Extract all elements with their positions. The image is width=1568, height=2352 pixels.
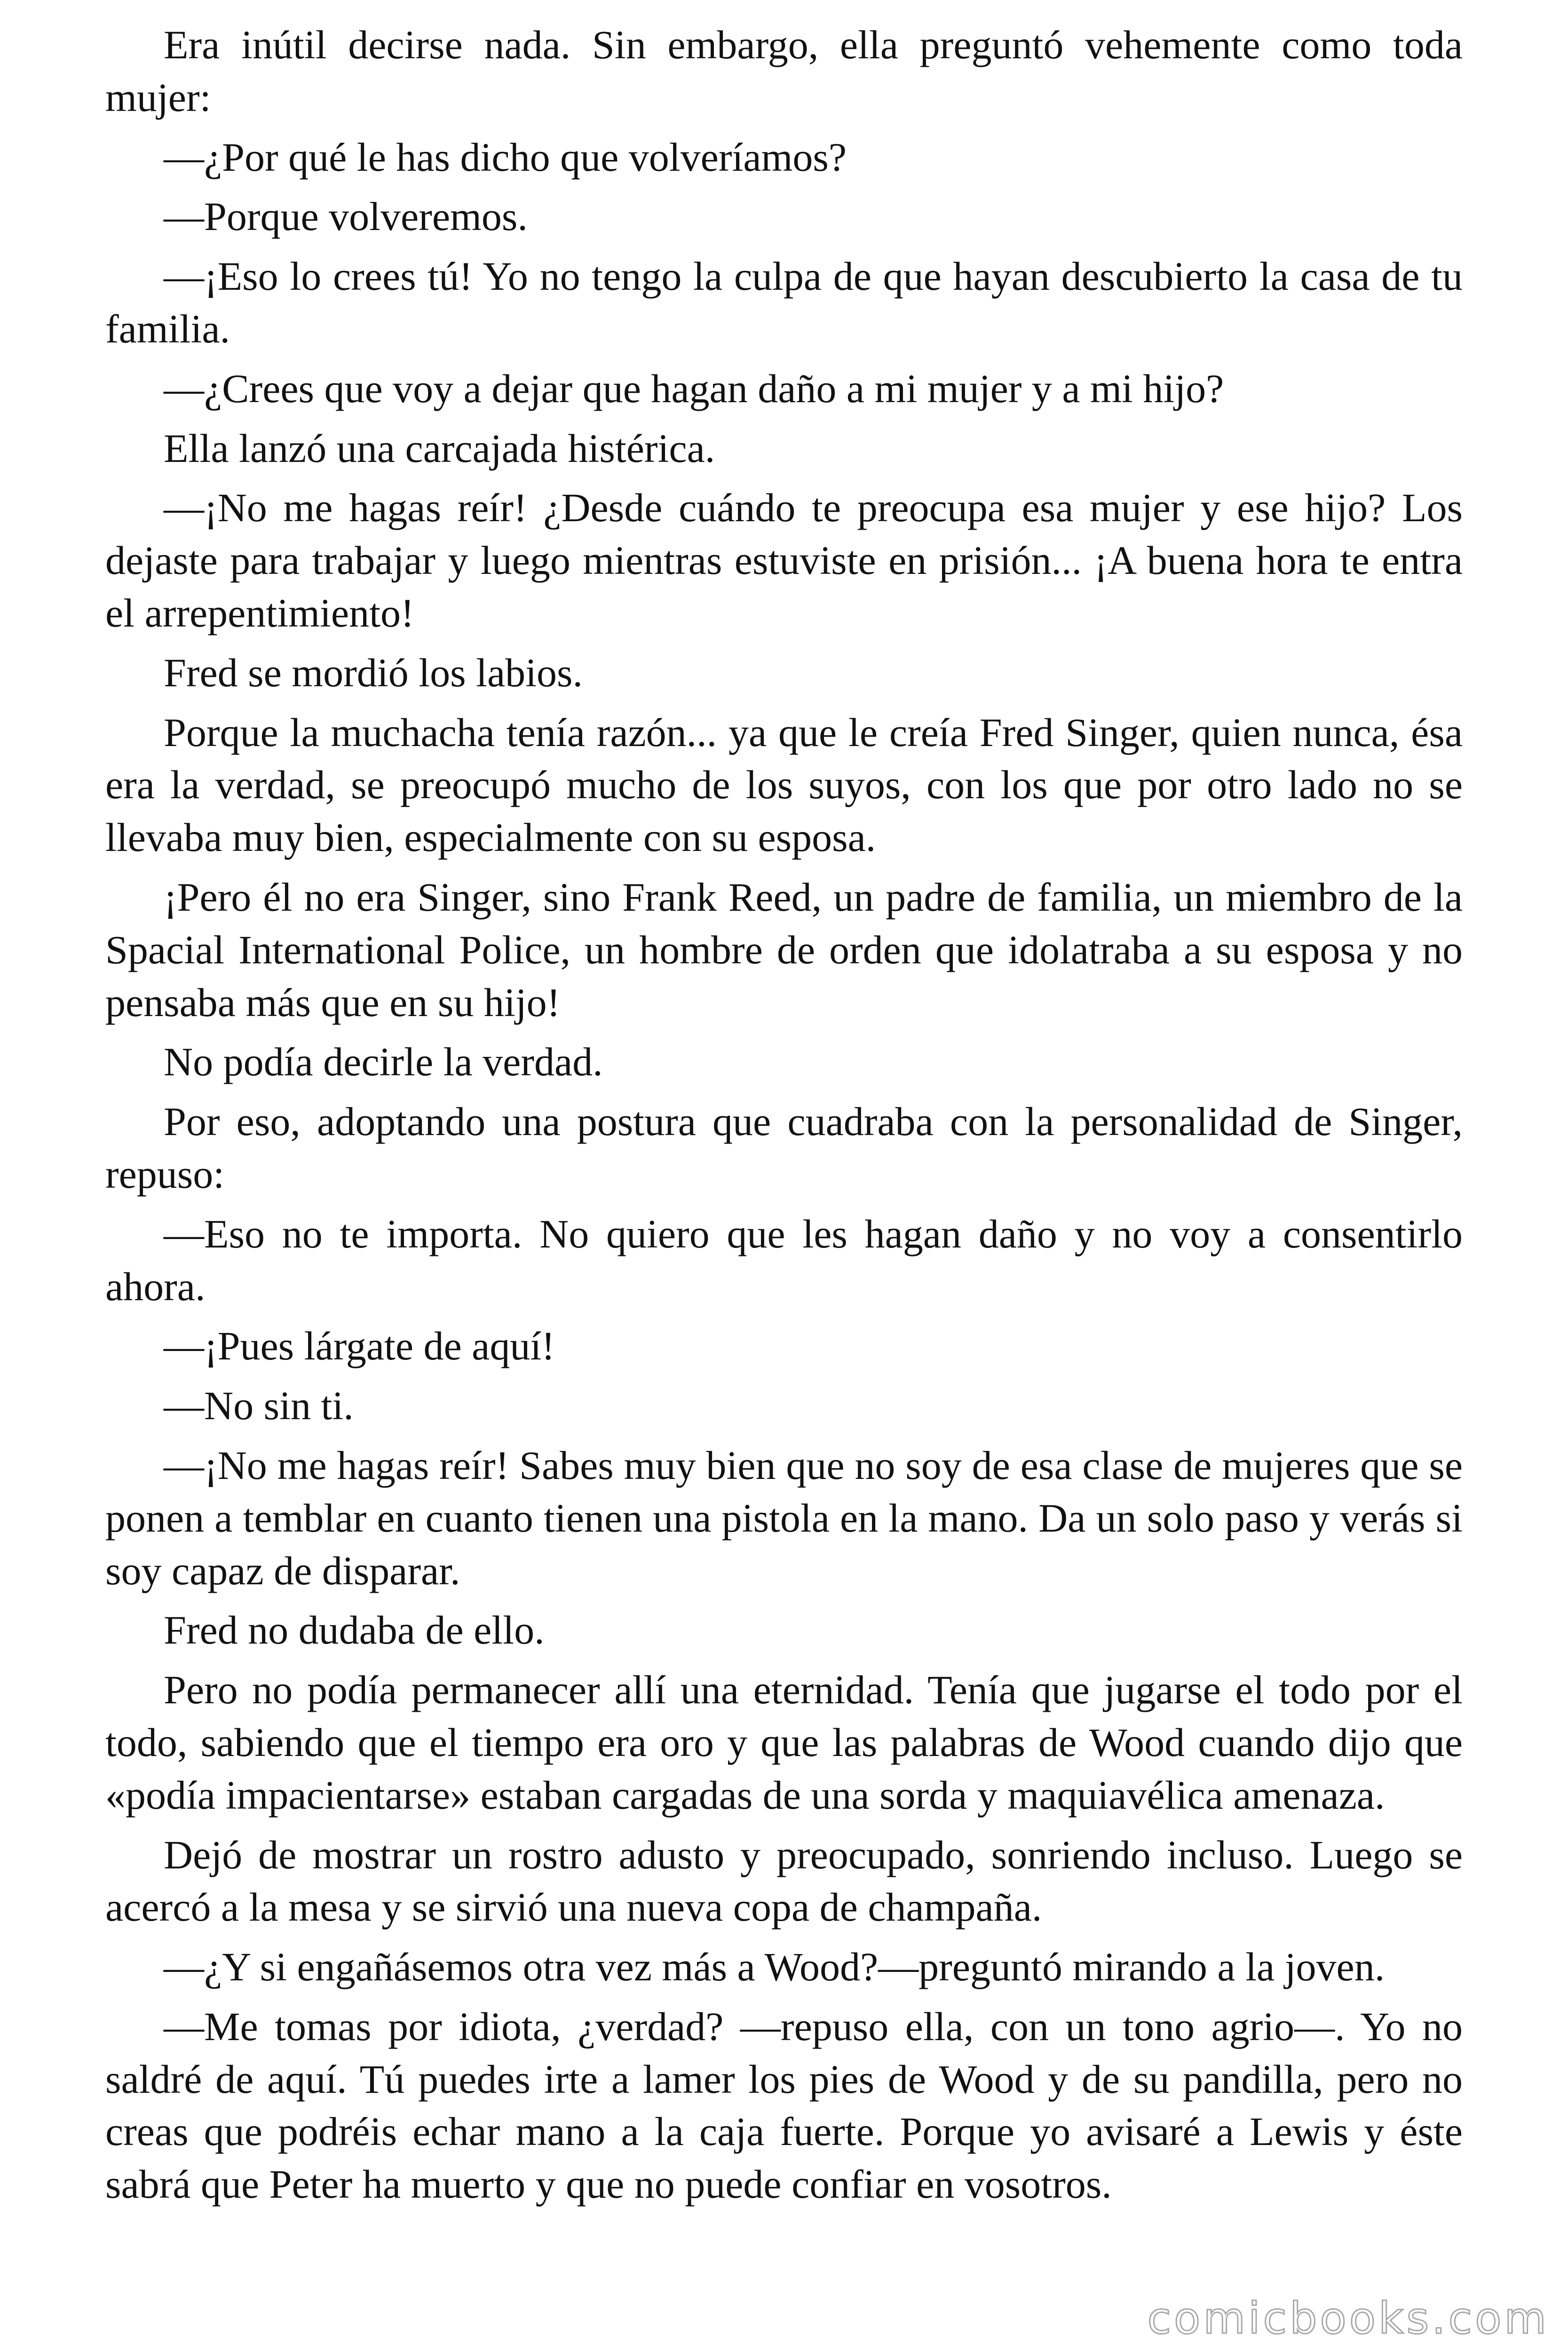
- paragraph: —¡No me hagas reír! ¿Desde cuándo te preocupa esa mujer y ese hijo? Los dejaste para trabajar y luego mientras estuviste en prisión... ¡A buena hora te entra el arrepentimiento!: [105, 485, 1463, 636]
- paragraph: —¡No me hagas reír! Sabes muy bien que no soy de esa clase de mujeres que se ponen a temblar en cuanto tienen una pistola en la mano. Da un solo paso y verás si soy capaz de disparar.: [105, 1442, 1463, 1593]
- paragraph: Por eso, adoptando una postura que cuadraba con la personalidad de Singer, repuso:: [105, 1099, 1463, 1197]
- paragraph: —¡Eso lo crees tú! Yo no tengo la culpa de que hayan descubierto la casa de tu familia.: [105, 254, 1463, 351]
- paragraph: —Porque volveremos.: [164, 194, 528, 239]
- page-body: [105, 19, 1463, 2333]
- paragraph: Fred no dudaba de ello.: [164, 1607, 545, 1653]
- paragraph: —¿Y si engañásemos otra vez más a Wood?—preguntó mirando a la joven.: [164, 1944, 1385, 1990]
- paragraph: Dejó de mostrar un rostro adusto y preocupado, sonriendo incluso. Luego se acercó a la mesa y se sirvió una nueva copa de champaña.: [105, 1832, 1463, 1930]
- paragraph: ¡Pero él no era Singer, sino Frank Reed, un padre de familia, un miembro de la Spacial International Police, un hombre de orden que idolatraba a su esposa y no pensaba más que en su hijo!: [105, 874, 1463, 1025]
- paragraph: —¡Pues lárgate de aquí!: [164, 1323, 555, 1369]
- paragraph: Porque la muchacha tenía razón... ya que le creía Fred Singer, quien nunca, ésa era la verdad, se preocupó mucho de los suyos, con los que por otro lado no se llevaba muy bien, especialmente con su esposa.: [105, 709, 1463, 860]
- watermark: comicbooks.com: [1147, 2293, 1549, 2344]
- paragraph: —No sin ti.: [164, 1383, 354, 1429]
- paragraph: Fred se mordió los labios.: [164, 650, 583, 695]
- paragraph: —¿Por qué le has dicho que volveríamos?: [164, 134, 847, 180]
- paragraph: —Eso no te importa. No quiero que les hagan daño y no voy a consentirlo ahora.: [105, 1211, 1463, 1309]
- paragraph: Pero no podía permanecer allí una eternidad. Tenía que jugarse el todo por el todo, sabiendo que el tiempo era oro y que las palabras de Wood cuando dijo que «podía impacientarse» estaban cargadas de una sorda y maquiavélica amenaza.: [105, 1667, 1463, 1818]
- paragraph: —Me tomas por idiota, ¿verdad? —repuso ella, con un tono agrio—. Yo no saldré de aquí. Tú puedes irte a lamer los pies de Wood y de su pandilla, pero no creas que podréis echar mano a la caja fuerte. Porque yo avisaré a Lewis y éste sabrá que Peter ha muerto y que no puede confiar en vosotros.: [105, 2003, 1463, 2207]
- paragraph: —¿Crees que voy a dejar que hagan daño a mi mujer y a mi hijo?: [164, 366, 1224, 411]
- paragraph: Ella lanzó una carcajada histérica.: [164, 425, 715, 471]
- paragraph: No podía decirle la verdad.: [164, 1039, 603, 1085]
- paragraph: Era inútil decirse nada. Sin embargo, ella preguntó vehemente como toda mujer:: [105, 22, 1463, 120]
